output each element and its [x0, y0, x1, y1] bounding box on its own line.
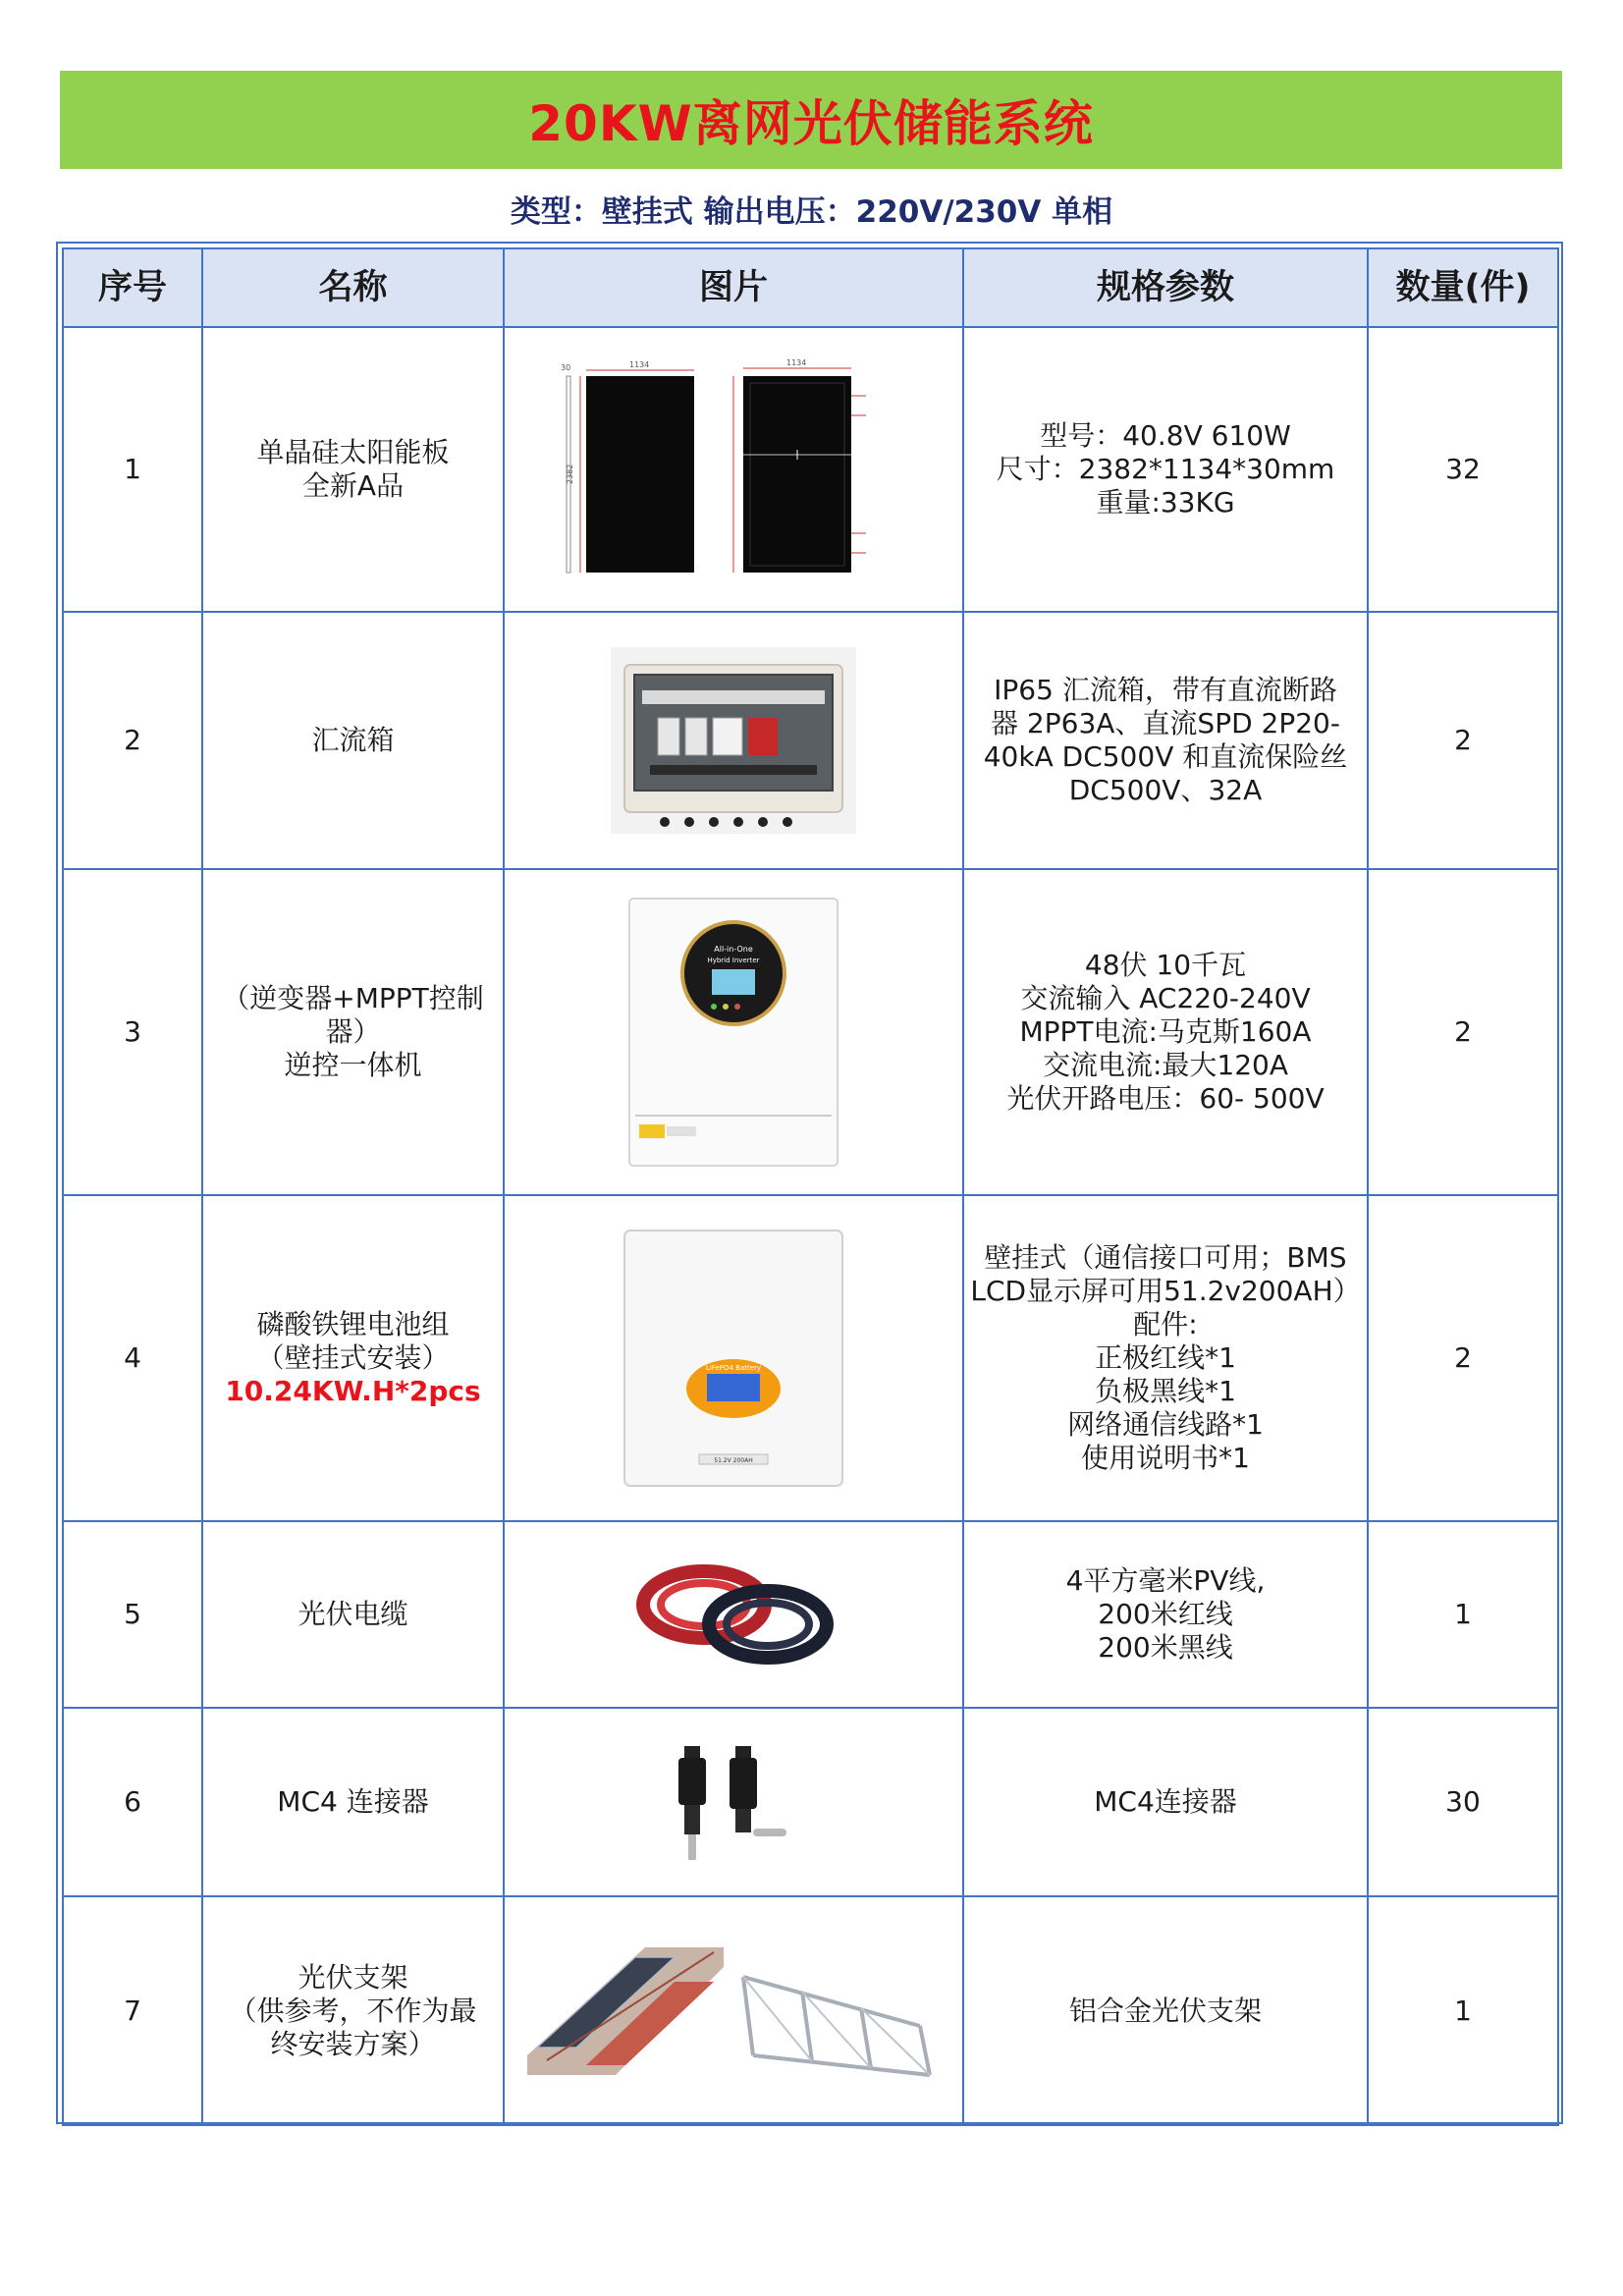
- mc4-connector-icon: [655, 1738, 812, 1866]
- row-name: 汇流箱: [202, 612, 504, 869]
- header-spec: 规格参数: [963, 248, 1368, 327]
- row-name: 磷酸铁锂电池组 （壁挂式安装） 10.24KW.H*2pcs: [202, 1195, 504, 1521]
- table-row: [63, 1521, 1558, 1708]
- row-no: 6: [63, 1708, 202, 1896]
- mounting-bracket-icon: [527, 1938, 940, 2085]
- row-qty: 2: [1368, 612, 1558, 869]
- svg-text:Hybrid Inverter: Hybrid Inverter: [707, 957, 760, 964]
- row-no: 5: [63, 1521, 202, 1708]
- table-row: [63, 1896, 1558, 2125]
- battery-pack-icon: [621, 1227, 846, 1490]
- row-spec: 型号：40.8V 610W 尺寸：2382*1134*30mm 重量:33KG: [963, 327, 1368, 612]
- row-qty: 30: [1368, 1708, 1558, 1896]
- svg-text:2382: 2382: [566, 464, 574, 484]
- row-qty: 2: [1368, 1195, 1558, 1521]
- row-qty: 1: [1368, 1521, 1558, 1708]
- row-name: （逆变器+MPPT控制 器） 逆控一体机: [202, 869, 504, 1195]
- hybrid-inverter-image: [504, 869, 963, 1195]
- header-qty: 数量(件): [1368, 248, 1558, 327]
- product-table: [62, 247, 1559, 2126]
- pv-cable-icon: [625, 1551, 841, 1678]
- row-qty: 32: [1368, 327, 1558, 612]
- row-name: 光伏支架 （供参考，不作为最 终安装方案）: [202, 1896, 504, 2125]
- combiner-box-icon: [611, 647, 856, 834]
- title-banner: [60, 71, 1562, 169]
- row-spec: 48伏 10千瓦 交流输入 AC220-240V MPPT电流:马克斯160A 交流电流:最大120A 光伏开路电压：60- 500V: [963, 869, 1368, 1195]
- mounting-bracket-image: [504, 1896, 963, 2125]
- row-spec: IP65 汇流箱，带有直流断路 器 2P63A、直流SPD 2P20- 40kA DC500V 和直流保险丝 DC500V、32A: [963, 612, 1368, 869]
- solar-panel-image: [504, 327, 963, 612]
- table-row: [63, 612, 1558, 869]
- row-spec: 壁挂式（通信接口可用；BMS LCD显示屏可用51.2v200AH） 配件: 正极红线*1 负极黑线*1 网络通信线路*1 使用说明书*1: [963, 1195, 1368, 1521]
- row-spec: 4平方毫米PV线, 200米红线 200米黑线: [963, 1521, 1368, 1708]
- svg-text:1134: 1134: [786, 358, 807, 367]
- svg-text:51.2V 200AH: 51.2V 200AH: [714, 1457, 753, 1464]
- row-qty: 2: [1368, 869, 1558, 1195]
- row-no: 3: [63, 869, 202, 1195]
- battery-capacity-highlight: 10.24KW.H*2pcs: [225, 1375, 481, 1407]
- table-header-row: [63, 248, 1558, 327]
- row-no: 4: [63, 1195, 202, 1521]
- table-row: [63, 327, 1558, 612]
- row-qty: 1: [1368, 1896, 1558, 2125]
- svg-text:30: 30: [561, 363, 571, 372]
- row-no: 7: [63, 1896, 202, 2125]
- row-no: 2: [63, 612, 202, 869]
- combiner-box-image: [504, 612, 963, 869]
- row-no: 1: [63, 327, 202, 612]
- page-title: 20KW离网光伏储能系统: [528, 95, 1094, 152]
- svg-text:1134: 1134: [629, 360, 650, 369]
- page-subtitle: 类型：壁挂式 输出电压：220V/230V 单相: [510, 194, 1113, 230]
- product-table-frame: [56, 242, 1563, 2124]
- mc4-connector-image: [504, 1708, 963, 1896]
- row-spec: MC4连接器: [963, 1708, 1368, 1896]
- battery-pack-image: [504, 1195, 963, 1521]
- row-name: MC4 连接器: [202, 1708, 504, 1896]
- header-no: 序号: [63, 248, 202, 327]
- pv-cable-image: [504, 1521, 963, 1708]
- row-name: 光伏电缆: [202, 1521, 504, 1708]
- row-spec: 铝合金光伏支架: [963, 1896, 1368, 2125]
- svg-text:All-in-One: All-in-One: [714, 945, 753, 954]
- table-row: [63, 1708, 1558, 1896]
- header-name: 名称: [202, 248, 504, 327]
- solar-panel-drawing-icon: [547, 356, 920, 582]
- header-image: 图片: [504, 248, 963, 327]
- table-row: [63, 1195, 1558, 1521]
- row-name: 单晶硅太阳能板 全新A品: [202, 327, 504, 612]
- table-row: [63, 869, 1558, 1195]
- svg-text:LiFePO4 Battery: LiFePO4 Battery: [705, 1364, 762, 1372]
- hybrid-inverter-icon: [625, 895, 841, 1170]
